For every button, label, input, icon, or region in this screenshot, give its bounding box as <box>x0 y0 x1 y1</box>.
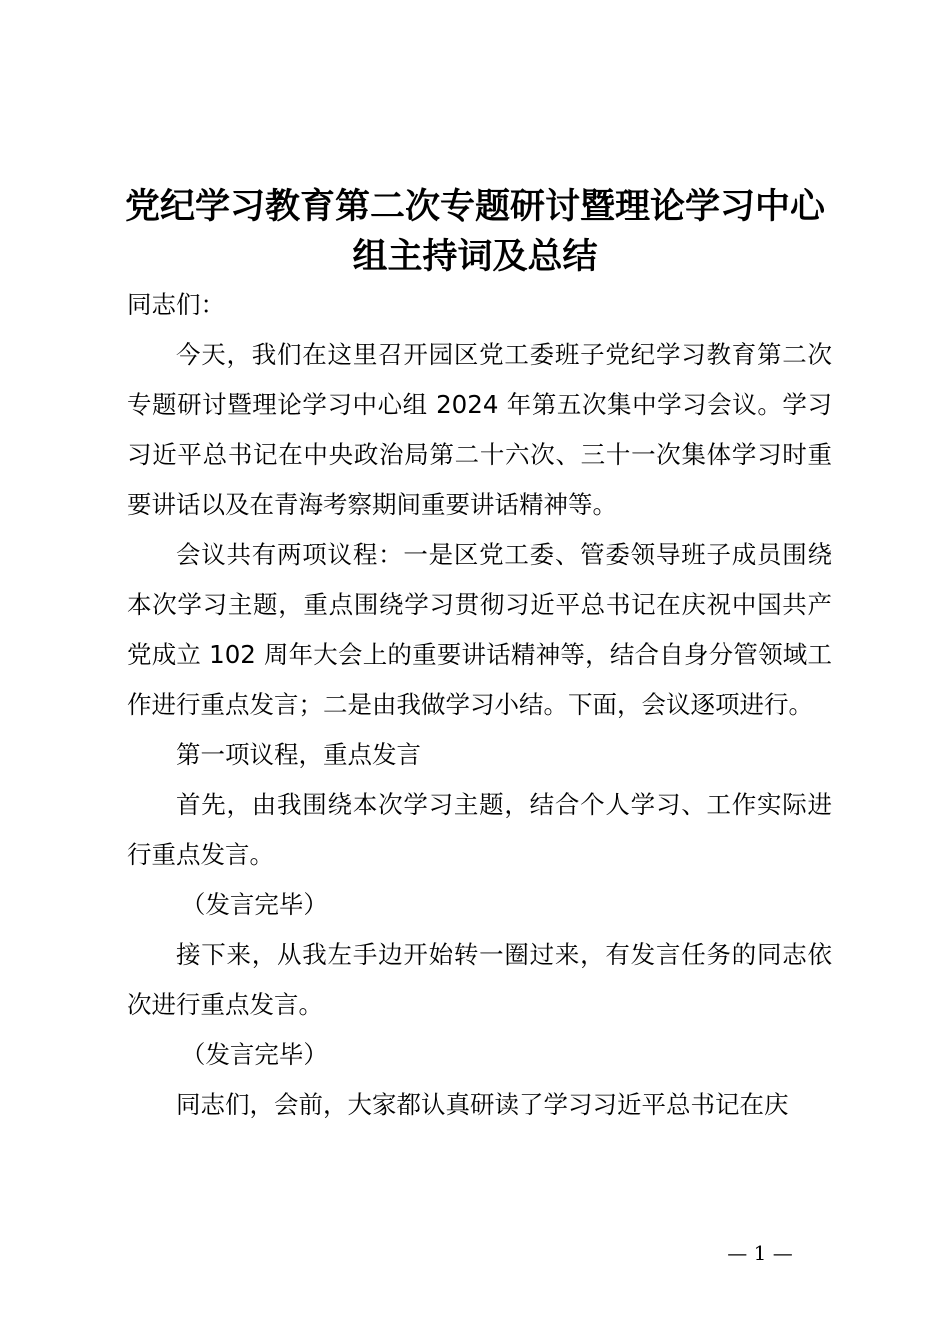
salutation: 同志们： <box>127 290 225 319</box>
paragraph-closing-start: 同志们，会前，大家都认真研读了学习习近平总书记在庆 <box>176 1090 789 1119</box>
page-number: — 1 — <box>727 1241 793 1265</box>
document-body <box>127 280 832 1130</box>
paragraph-agenda: 会议共有两项议程：一是区党工委、管委领导班子成员围绕本次学习主题，重点围绕学习贯彻习近平总书记在庆祝中国共产党成立 102 周年大会上的重要讲话精神等，结合自身分管领域工作进行重点发言；二是由我做学习小结。下面，会议逐项进行。 <box>127 540 832 719</box>
document-title: 党纪学习教育第二次专题研讨暨理论学习中心组主持词及总结 <box>124 187 825 277</box>
paragraph-next-speakers: 接下来，从我左手边开始转一圈过来，有发言任务的同志依次进行重点发言。 <box>127 940 832 1019</box>
paragraph-intro: 今天，我们在这里召开园区党工委班子党纪学习教育第二次专题研讨暨理论学习中心组 2024 年第五次集中学习会议。学习习近平总书记在中央政治局第二十六次、三十一次集体学习时重要讲话以及在青海考察期间重要讲话精神等。 <box>127 340 832 519</box>
speech-finished-note: （发言完毕） <box>180 890 328 919</box>
paragraph-first-speech: 首先，由我围绕本次学习主题，结合个人学习、工作实际进行重点发言。 <box>127 790 832 869</box>
agenda-item-heading: 第一项议程，重点发言 <box>176 740 421 769</box>
speech-finished-note: （发言完毕） <box>180 1040 328 1069</box>
